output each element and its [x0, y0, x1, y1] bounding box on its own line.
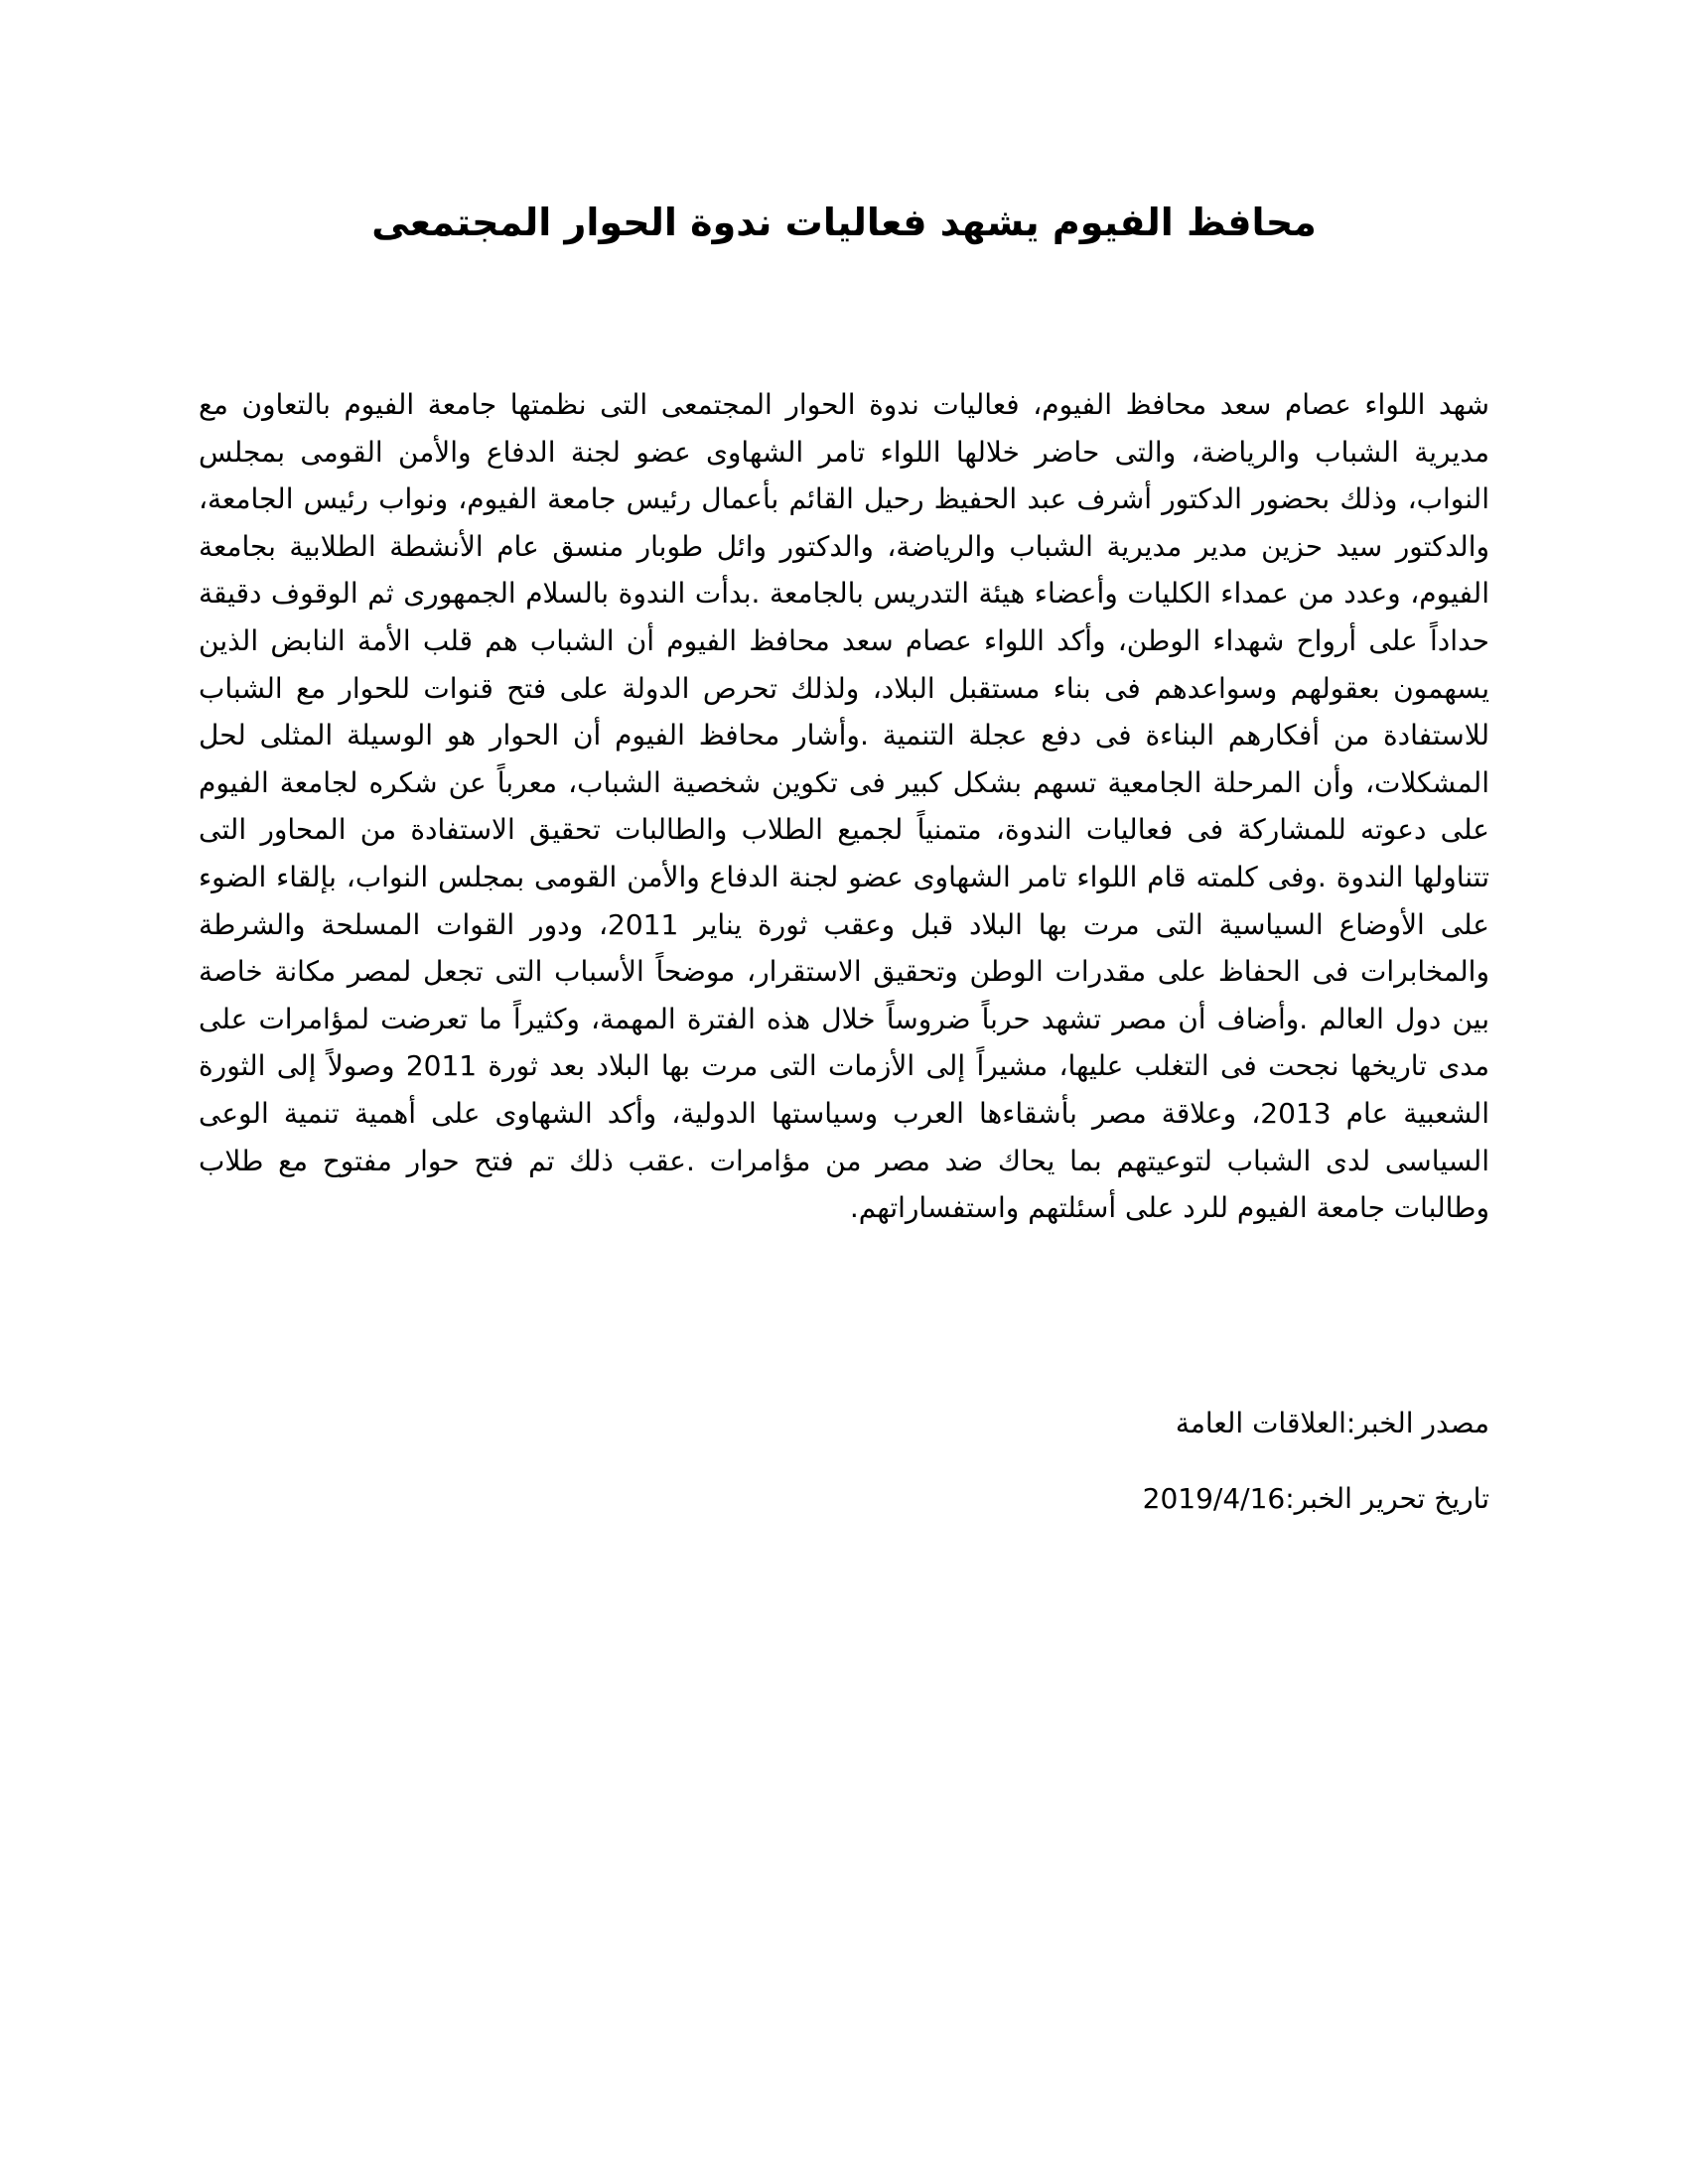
news-date-line: تاريخ تحرير الخبر:2019/4/16 [1142, 1482, 1489, 1515]
document-title: محافظ الفيوم يشهد فعاليات ندوة الحوار المجتمعى [371, 201, 1317, 244]
news-source-line: مصدر الخبر:العلاقات العامة [1175, 1407, 1489, 1439]
document-body-paragraph: شهد اللواء عصام سعد محافظ الفيوم، فعاليات ندوة الحوار المجتمعى التى نظمتها جامعة الفيوم بالتعاون مع مديرية الشباب والرياضة، والتى حاضر خلالها اللواء تامر الشهاوى عضو لجنة الدفاع والأمن القومى بمجلس النواب، وذلك بحضور الدكتور أشرف عبد الحفيظ رحيل القائم بأعمال رئيس جامعة الفيوم، ونواب رئيس الجامعة، والدكتور سيد حزين مدير مديرية الشباب والرياضة، والدكتور وائل طوبار منسق عام الأنشطة الطلابية بجامعة الفيوم، وعدد من عمداء الكليات وأعضاء هيئة التدريس بالجامعة .بدأت الندوة بالسلام الجمهورى ثم الوقوف دقيقة حداداً على أرواح شهداء الوطن، وأكد اللواء عصام سعد محافظ الفيوم أن الشباب هم قلب الأمة النابض الذين يسهمون بعقولهم وسواعدهم فى بناء مستقبل البلاد، ولذلك تحرص الدولة على فتح قنوات للحوار مع الشباب للاستفادة من أفكارهم البناءة فى دفع عجلة التنمية .وأشار محافظ الفيوم أن الحوار هو الوسيلة المثلى لحل المشكلات، وأن المرحلة الجامعية تسهم بشكل كبير فى تكوين شخصية الشباب، معرباً عن شكره لجامعة الفيوم على دعوته للمشاركة فى فعاليات الندوة، متمنياً لجميع الطلاب والطالبات تحقيق الاستفادة من المحاور التى تتناولها الندوة .وفى كلمته قام اللواء تامر الشهاوى عضو لجنة الدفاع والأمن القومى بمجلس النواب، بإلقاء الضوء على الأوضاع السياسية التى مرت بها البلاد قبل وعقب ثورة يناير 2011، ودور القوات المسلحة والشرطة والمخابرات فى الحفاظ على مقدرات الوطن وتحقيق الاستقرار، موضحاً الأسباب التى تجعل لمصر مكانة خاصة بين دول العالم .وأضاف أن مصر تشهد حرباً ضروساً خلال هذه الفترة المهمة، وكثيراً ما تعرضت لمؤامرات على مدى تاريخها نجحت فى التغلب عليها، مشيراً إلى الأزمات التى مرت بها البلاد بعد ثورة 2011 وصولاً إلى الثورة الشعبية عام 2013، وعلاقة مصر بأشقاءها العرب وسياستها الدولية، وأكد الشهاوى على أهمية تنمية الوعى السياسى لدى الشباب لتوعيتهم بما يحاك ضد مصر من مؤامرات .عقب ذلك تم فتح حوار مفتوح مع طلاب وطالبات جامعة الفيوم للرد على أسئلتهم واستفساراتهم. [199, 388, 1490, 1225]
